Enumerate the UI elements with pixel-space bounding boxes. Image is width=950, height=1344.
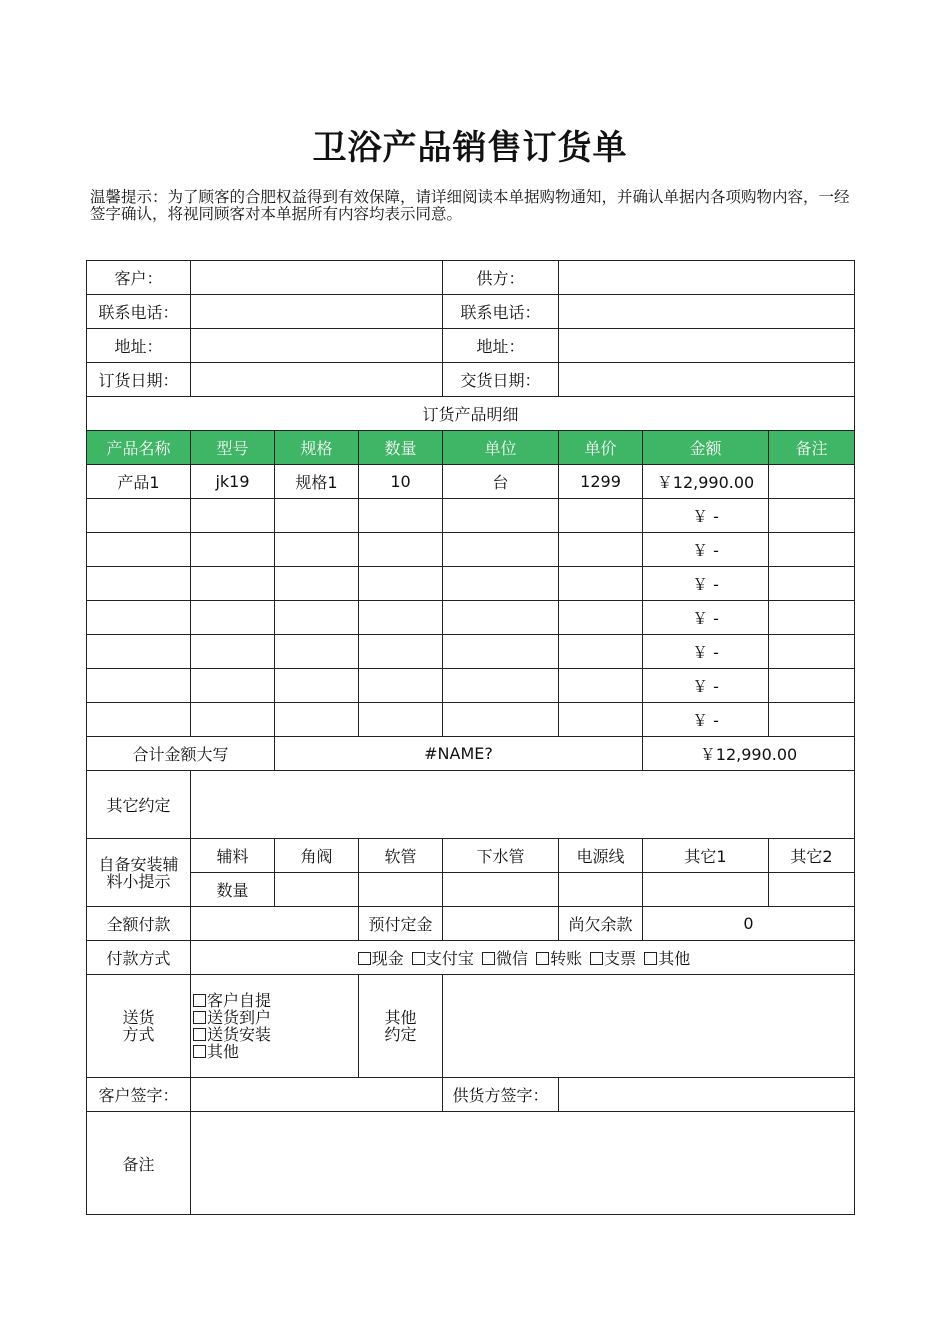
qty-cell[interactable]	[359, 567, 443, 601]
order-form	[86, 260, 855, 1215]
note-cell[interactable]	[769, 703, 855, 737]
amount-cell: ￥ -	[643, 669, 769, 703]
customer-signature-field[interactable]	[191, 1078, 443, 1112]
price-cell[interactable]	[559, 499, 643, 533]
accessory-item: 下水管	[443, 839, 559, 873]
accessory-qty-label: 数量	[191, 873, 275, 907]
checkbox[interactable]	[358, 952, 371, 965]
price-cell[interactable]	[559, 669, 643, 703]
price-cell[interactable]	[559, 533, 643, 567]
accessory-qty-cell[interactable]	[275, 873, 359, 907]
amount-cell: ￥ -	[643, 601, 769, 635]
checkbox[interactable]	[536, 952, 549, 965]
model-cell[interactable]	[191, 499, 275, 533]
checkbox[interactable]	[193, 1011, 206, 1024]
unit-cell[interactable]	[443, 499, 559, 533]
product-name-cell[interactable]	[87, 533, 191, 567]
product-name-cell[interactable]: 产品1	[87, 465, 191, 499]
note-cell[interactable]	[769, 669, 855, 703]
payment-option: 现金	[371, 949, 404, 968]
accessory-item: 辅料	[191, 839, 275, 873]
price-cell[interactable]: 1299	[559, 465, 643, 499]
note-cell[interactable]	[769, 567, 855, 601]
accessory-item: 角阀	[275, 839, 359, 873]
supplier-label: 供方：	[443, 261, 559, 295]
model-cell[interactable]	[191, 635, 275, 669]
amount-cell: ￥12,990.00	[643, 465, 769, 499]
amount-cell: ￥ -	[643, 703, 769, 737]
payment-option: 其他	[658, 949, 691, 968]
supplier-signature-label: 供货方签字：	[443, 1078, 559, 1112]
delivery-option: 客户自提	[207, 991, 272, 1010]
supplier-field[interactable]	[559, 261, 855, 295]
spec-cell[interactable]	[275, 567, 359, 601]
spec-cell[interactable]	[275, 669, 359, 703]
qty-cell[interactable]: 10	[359, 465, 443, 499]
model-cell[interactable]	[191, 601, 275, 635]
spec-cell[interactable]	[275, 635, 359, 669]
unit-cell[interactable]	[443, 601, 559, 635]
detail-header-row	[87, 431, 855, 465]
full-payment-label: 全额付款	[87, 907, 191, 941]
page-title: 卫浴产品销售订货单	[312, 128, 628, 168]
checkbox[interactable]	[482, 952, 495, 965]
spec-cell[interactable]: 规格1	[275, 465, 359, 499]
delivery-option: 送货到户	[207, 1008, 272, 1027]
accessory-qty-cell[interactable]	[359, 873, 443, 907]
note-cell[interactable]	[769, 465, 855, 499]
payment-option: 支票	[604, 949, 637, 968]
deposit-field[interactable]	[443, 907, 559, 941]
spec-cell[interactable]	[275, 533, 359, 567]
spec-cell[interactable]	[275, 601, 359, 635]
balance-value: 0	[643, 907, 855, 941]
product-name-cell[interactable]	[87, 567, 191, 601]
accessory-qty-cell[interactable]	[643, 873, 769, 907]
accessory-item: 其它2	[769, 839, 855, 873]
accessories-label: 自备安装辅料小提示	[87, 839, 191, 907]
other-terms-label: 其他约定	[359, 975, 443, 1078]
amount-cell: ￥ -	[643, 635, 769, 669]
supplier-signature-field[interactable]	[559, 1078, 855, 1112]
amount-cell: ￥ -	[643, 567, 769, 601]
note-cell[interactable]	[769, 601, 855, 635]
price-cell[interactable]	[559, 635, 643, 669]
supplier-phone-field[interactable]	[559, 295, 855, 329]
unit-cell[interactable]	[443, 567, 559, 601]
payment-method-label: 付款方式	[87, 941, 191, 975]
delivery-option: 其他	[207, 1042, 240, 1061]
column-header: 产品名称	[87, 431, 191, 465]
table-row	[87, 601, 855, 635]
checkbox[interactable]	[193, 1045, 206, 1058]
balance-label: 尚欠余款	[559, 907, 643, 941]
customer-field[interactable]	[191, 261, 443, 295]
other-terms-field[interactable]	[443, 975, 855, 1078]
column-header: 单位	[443, 431, 559, 465]
payment-option: 微信	[495, 949, 528, 968]
total-in-words: #NAME?	[275, 737, 643, 771]
model-cell[interactable]	[191, 533, 275, 567]
column-header: 规格	[275, 431, 359, 465]
product-name-cell[interactable]	[87, 669, 191, 703]
supplier-phone-label: 联系电话：	[443, 295, 559, 329]
table-row	[87, 465, 855, 499]
accessory-item: 其它1	[643, 839, 769, 873]
product-name-cell[interactable]	[87, 635, 191, 669]
product-name-cell[interactable]	[87, 601, 191, 635]
checkbox[interactable]	[193, 994, 206, 1007]
column-header: 备注	[769, 431, 855, 465]
qty-cell[interactable]	[359, 533, 443, 567]
remark-field[interactable]	[191, 1112, 855, 1215]
payment-option: 转账	[550, 949, 583, 968]
product-name-cell[interactable]	[87, 703, 191, 737]
amount-cell: ￥ -	[643, 499, 769, 533]
accessory-qty-cell[interactable]	[769, 873, 855, 907]
total-row	[87, 737, 855, 771]
model-cell[interactable]	[191, 703, 275, 737]
qty-cell[interactable]	[359, 499, 443, 533]
deposit-label: 预付定金	[359, 907, 443, 941]
customer-signature-label: 客户签字：	[87, 1078, 191, 1112]
spec-cell[interactable]	[275, 703, 359, 737]
delivery-date-label: 交货日期：	[443, 363, 559, 397]
supplier-address-field[interactable]	[559, 329, 855, 363]
note-cell[interactable]	[769, 635, 855, 669]
qty-cell[interactable]	[359, 703, 443, 737]
note-cell[interactable]	[769, 533, 855, 567]
customer-phone-label: 联系电话：	[87, 295, 191, 329]
total-label: 合计金额大写	[87, 737, 275, 771]
price-cell[interactable]	[559, 567, 643, 601]
price-cell[interactable]	[559, 601, 643, 635]
order-date-label: 订货日期：	[87, 363, 191, 397]
accessory-qty-cell[interactable]	[559, 873, 643, 907]
table-row	[87, 635, 855, 669]
column-header: 单价	[559, 431, 643, 465]
checkbox[interactable]	[590, 952, 603, 965]
payment-method-options	[191, 941, 855, 975]
customer-label: 客户：	[87, 261, 191, 295]
delivery-option: 送货安装	[207, 1025, 272, 1044]
customer-address-field[interactable]	[191, 329, 443, 363]
checkbox[interactable]	[193, 1028, 206, 1041]
delivery-date-field[interactable]	[559, 363, 855, 397]
customer-address-label: 地址：	[87, 329, 191, 363]
unit-cell[interactable]	[443, 533, 559, 567]
delivery-options	[191, 975, 359, 1078]
detail-section-title: 订货产品明细	[87, 397, 855, 431]
accessory-item: 电源线	[559, 839, 643, 873]
spec-cell[interactable]	[275, 499, 359, 533]
payment-option: 支付宝	[425, 949, 474, 968]
other-agreement-field[interactable]	[191, 771, 855, 839]
table-row	[87, 567, 855, 601]
price-cell[interactable]	[559, 703, 643, 737]
table-row	[87, 533, 855, 567]
remark-label: 备注	[87, 1112, 191, 1215]
column-header: 数量	[359, 431, 443, 465]
unit-cell[interactable]: 台	[443, 465, 559, 499]
accessory-qty-cell[interactable]	[443, 873, 559, 907]
qty-cell[interactable]	[359, 635, 443, 669]
full-payment-field[interactable]	[191, 907, 359, 941]
column-header: 金额	[643, 431, 769, 465]
total-amount: ￥12,990.00	[643, 737, 855, 771]
model-cell[interactable]: jk19	[191, 465, 275, 499]
accessory-item: 软管	[359, 839, 443, 873]
column-header: 型号	[191, 431, 275, 465]
table-row	[87, 499, 855, 533]
note-cell[interactable]	[769, 499, 855, 533]
customer-phone-field[interactable]	[191, 295, 443, 329]
delivery-method-label: 送货方式	[87, 975, 191, 1078]
supplier-address-label: 地址：	[443, 329, 559, 363]
table-row	[87, 669, 855, 703]
other-agreement-label: 其它约定	[87, 771, 191, 839]
checkbox[interactable]	[412, 952, 425, 965]
order-date-field[interactable]	[191, 363, 443, 397]
checkbox[interactable]	[644, 952, 657, 965]
unit-cell[interactable]	[443, 669, 559, 703]
model-cell[interactable]	[191, 669, 275, 703]
model-cell[interactable]	[191, 567, 275, 601]
unit-cell[interactable]	[443, 703, 559, 737]
qty-cell[interactable]	[359, 601, 443, 635]
qty-cell[interactable]	[359, 669, 443, 703]
table-row	[87, 703, 855, 737]
unit-cell[interactable]	[443, 635, 559, 669]
amount-cell: ￥ -	[643, 533, 769, 567]
product-name-cell[interactable]	[87, 499, 191, 533]
notice-text: 温馨提示：为了顾客的合肥权益得到有效保障，请详细阅读本单据购物通知，并确认单据内各项购物内容，一经签字确认，将视同顾客对本单据所有内容均表示同意。	[90, 188, 850, 223]
